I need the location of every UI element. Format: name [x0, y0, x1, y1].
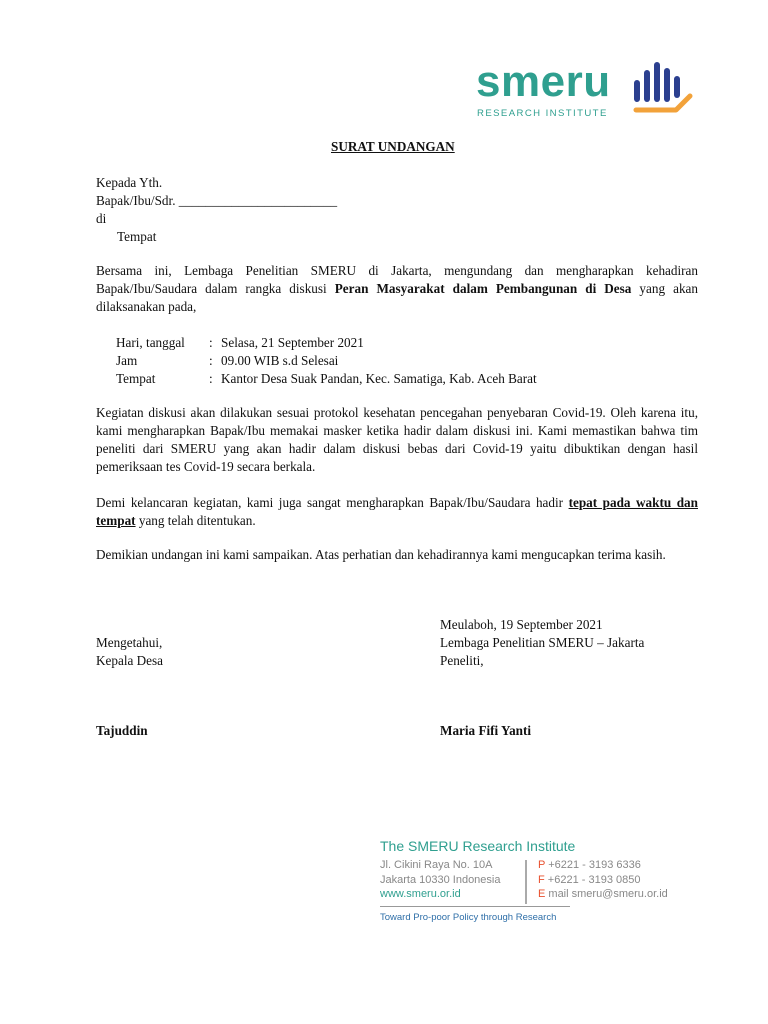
phone-value: +6221 - 3193 6336: [545, 859, 641, 871]
phone-key: P: [538, 859, 546, 871]
letter-title: SURAT UNDANGAN: [331, 139, 455, 154]
detail-value-place: Kantor Desa Suak Pandan, Kec. Samatiga, Kab. Aceh Barat: [221, 371, 537, 386]
logo-wordmark: smeru: [476, 57, 611, 106]
recipient-place: Tempat: [117, 229, 157, 244]
footer-address: [380, 858, 500, 902]
intro-paragraph: [96, 262, 698, 316]
protocol-paragraph: Kegiatan diskusi akan dilakukan sesuai protokol kesehatan pencegahan penyebaran Covid-19. Oleh karena itu, kami mengharapkan Bapak/Ibu memakai masker ketika hadir dalam diskusi ini. Kami memastikan bahwa tim peneliti dari SMERU yang akan hadir dalam diskusi bebas dari Covid-19 yaitu dibuktikan dengan hasil pemeriksaan tes Covid-19 secara berkala.: [96, 405, 698, 474]
smeru-logo: [476, 58, 696, 124]
footer-fax: [538, 873, 668, 888]
sign-right-role: Peneliti,: [440, 653, 484, 668]
fax-value: +6221 - 3193 0850: [544, 873, 641, 886]
letterhead-footer: [380, 838, 700, 938]
detail-value-date: Selasa, 21 September 2021: [221, 335, 364, 350]
recipient-name-line: Bapak/Ibu/Sdr. ________________________: [96, 193, 338, 208]
recipient-di: di: [96, 211, 107, 226]
signer-village-head: Tajuddin: [96, 723, 148, 738]
signer-researcher: Maria Fifi Yanti: [440, 723, 532, 738]
sign-right-org: Lembaga Penelitian SMERU – Jakarta: [440, 635, 645, 650]
detail-sep: :: [209, 371, 213, 386]
punctuality-paragraph: [96, 494, 698, 530]
discussion-topic: Peran Masyarakat dalam Pembangunan di Desa: [334, 281, 632, 296]
footer-phone: [538, 858, 668, 873]
email-key: E: [538, 888, 546, 900]
punctual-emphasis: tepat pada waktu dan tempat: [96, 495, 698, 528]
place-date: Meulaboh, 19 September 2021: [440, 617, 603, 632]
footer-rule: [380, 906, 570, 907]
detail-label-date: Hari, tanggal: [116, 335, 185, 350]
bar-chart-logo-icon: [632, 58, 694, 118]
intro-text-1: Bersama ini, Lembaga Penelitian SMERU di Jakarta, mengundang dan mengharapkan kehadiran Bapak/Ibu/Saudara dalam rangka diskusi: [96, 263, 698, 296]
footer-website-link[interactable]: www.smeru.or.id: [380, 888, 461, 900]
logo-subtitle: RESEARCH INSTITUTE: [477, 108, 608, 119]
sign-left-line2: Kepala Desa: [96, 653, 163, 668]
footer-address-line: Jakarta 10330 Indonesia: [380, 873, 501, 886]
detail-label-time: Jam: [116, 353, 138, 368]
recipient-salutation: Kepada Yth.: [96, 175, 163, 190]
footer-divider: [525, 860, 527, 904]
detail-sep: :: [209, 353, 213, 368]
punctual-text-2: yang telah ditentukan.: [135, 513, 256, 528]
email-value: mail smeru@smeru.or.id: [545, 888, 668, 900]
footer-email: [538, 887, 668, 902]
sign-left-line1: Mengetahui,: [96, 635, 163, 650]
detail-value-time: 09.00 WIB s.d Selesai: [221, 353, 339, 368]
punctual-text-1: Demi kelancaran kegiatan, kami juga sangat mengharapkan Bapak/Ibu/Saudara hadir: [96, 495, 569, 510]
footer-tagline: Toward Pro-poor Policy through Research: [380, 912, 557, 923]
detail-sep: :: [209, 335, 213, 350]
footer-address-line: Jl. Cikini Raya No. 10A: [380, 859, 493, 871]
intro-text-2: yang akan dilaksanakan pada,: [96, 281, 699, 314]
footer-contacts: [538, 858, 668, 902]
detail-label-place: Tempat: [116, 371, 156, 386]
footer-institute-name: The SMERU Research Institute: [380, 838, 576, 854]
closing-paragraph: Demikian undangan ini kami sampaikan. Atas perhatian dan kehadirannya kami mengucapkan terima kasih.: [96, 547, 666, 562]
fax-key: F: [538, 873, 545, 886]
